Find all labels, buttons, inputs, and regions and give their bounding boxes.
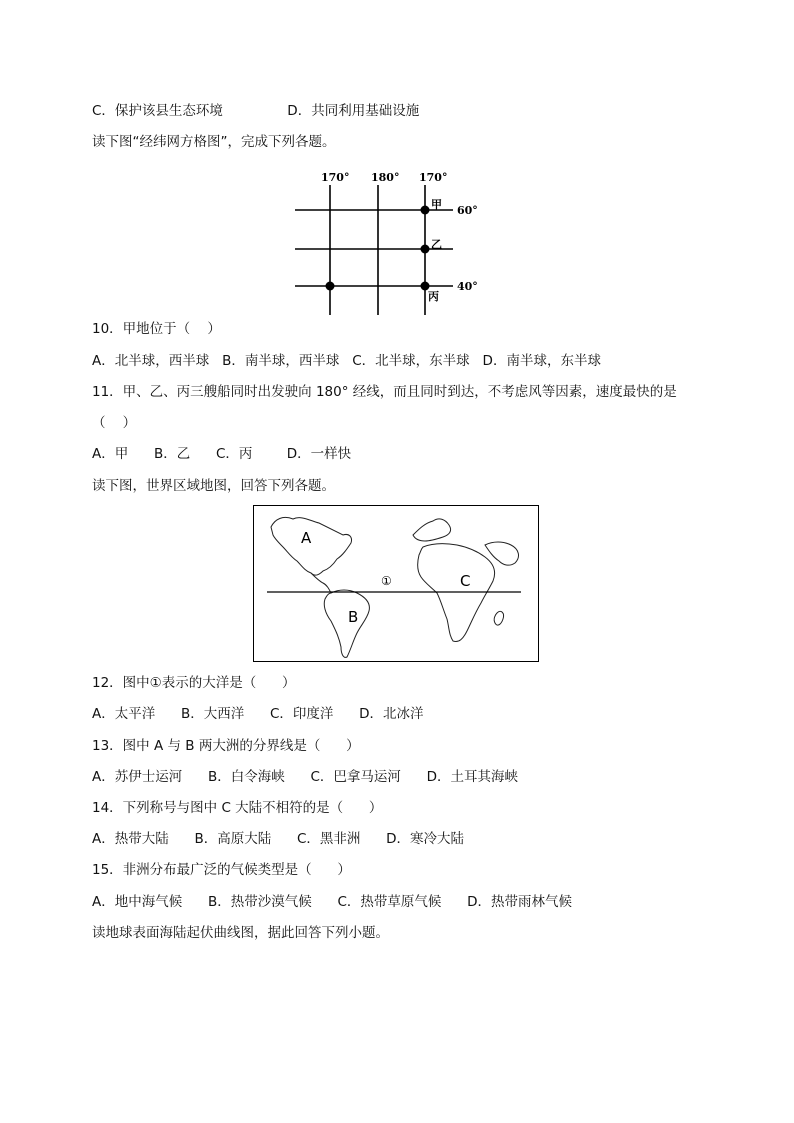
q11-options: A．甲 B．乙 C．丙 D．一样快 — [92, 446, 352, 462]
q13-stem: 13．图中 A 与 B 两大洲的分界线是（ ） — [92, 738, 360, 754]
q10-options: A．北半球，西半球 B．南半球，西半球 C．北半球，东半球 D．南半球，东半球 — [92, 353, 601, 369]
q11-stem: 11．甲、乙、丙三艘船同时出发驶向 180° 经线，而且同时到达，不考虑风等因素，速度最快的是 — [92, 384, 677, 400]
grid-figure-intro: 读下图“经纬网方格图”，完成下列各题。 — [92, 134, 336, 150]
lat-label-40: 40° — [457, 280, 478, 293]
label-a: A — [301, 529, 312, 547]
world-map-figure — [253, 505, 539, 662]
point-label-yi: 乙 — [431, 238, 442, 251]
q12-options: A．太平洋 B．大西洋 C．印度洋 D．北冰洋 — [92, 706, 424, 722]
label-ocean-1: ① — [381, 574, 392, 588]
final-intro: 读地球表面海陆起伏曲线图，据此回答下列小题。 — [92, 925, 389, 941]
q9-option-c-d: C．保护该县生态环境 D．共同利用基础设施 — [92, 103, 420, 119]
q14-options: A．热带大陆 B．高原大陆 C．黑非洲 D．寒冷大陆 — [92, 831, 465, 847]
point-yi — [421, 245, 430, 254]
q14-stem: 14．下列称号与图中 C 大陆不相符的是（ ） — [92, 800, 383, 816]
lon-label-170e: 170° — [419, 171, 448, 184]
lon-label-170w: 170° — [321, 171, 350, 184]
point-label-jia: 甲 — [431, 198, 442, 211]
lat-lon-grid-figure — [285, 165, 505, 325]
point-label-bing: 丙 — [428, 290, 439, 303]
point-unlabeled — [326, 282, 335, 291]
label-c: C — [460, 572, 471, 590]
point-jia — [421, 206, 430, 215]
q15-stem: 15．非洲分布最广泛的气候类型是（ ） — [92, 862, 351, 878]
q13-options: A．苏伊士运河 B．白令海峡 C．巴拿马运河 D．土耳其海峡 — [92, 769, 519, 785]
world-map-intro: 读下图，世界区域地图，回答下列各题。 — [92, 478, 335, 494]
q10-stem: 10．甲地位于（ ） — [92, 321, 221, 337]
q12-stem: 12．图中①表示的大洋是（ ） — [92, 675, 296, 691]
lat-label-60: 60° — [457, 204, 478, 217]
label-b: B — [348, 608, 359, 626]
q11-stem-cont: （ ） — [92, 415, 137, 431]
q15-options: A．地中海气候 B．热带沙漠气候 C．热带草原气候 D．热带雨林气候 — [92, 894, 573, 910]
lon-label-180: 180° — [371, 171, 400, 184]
